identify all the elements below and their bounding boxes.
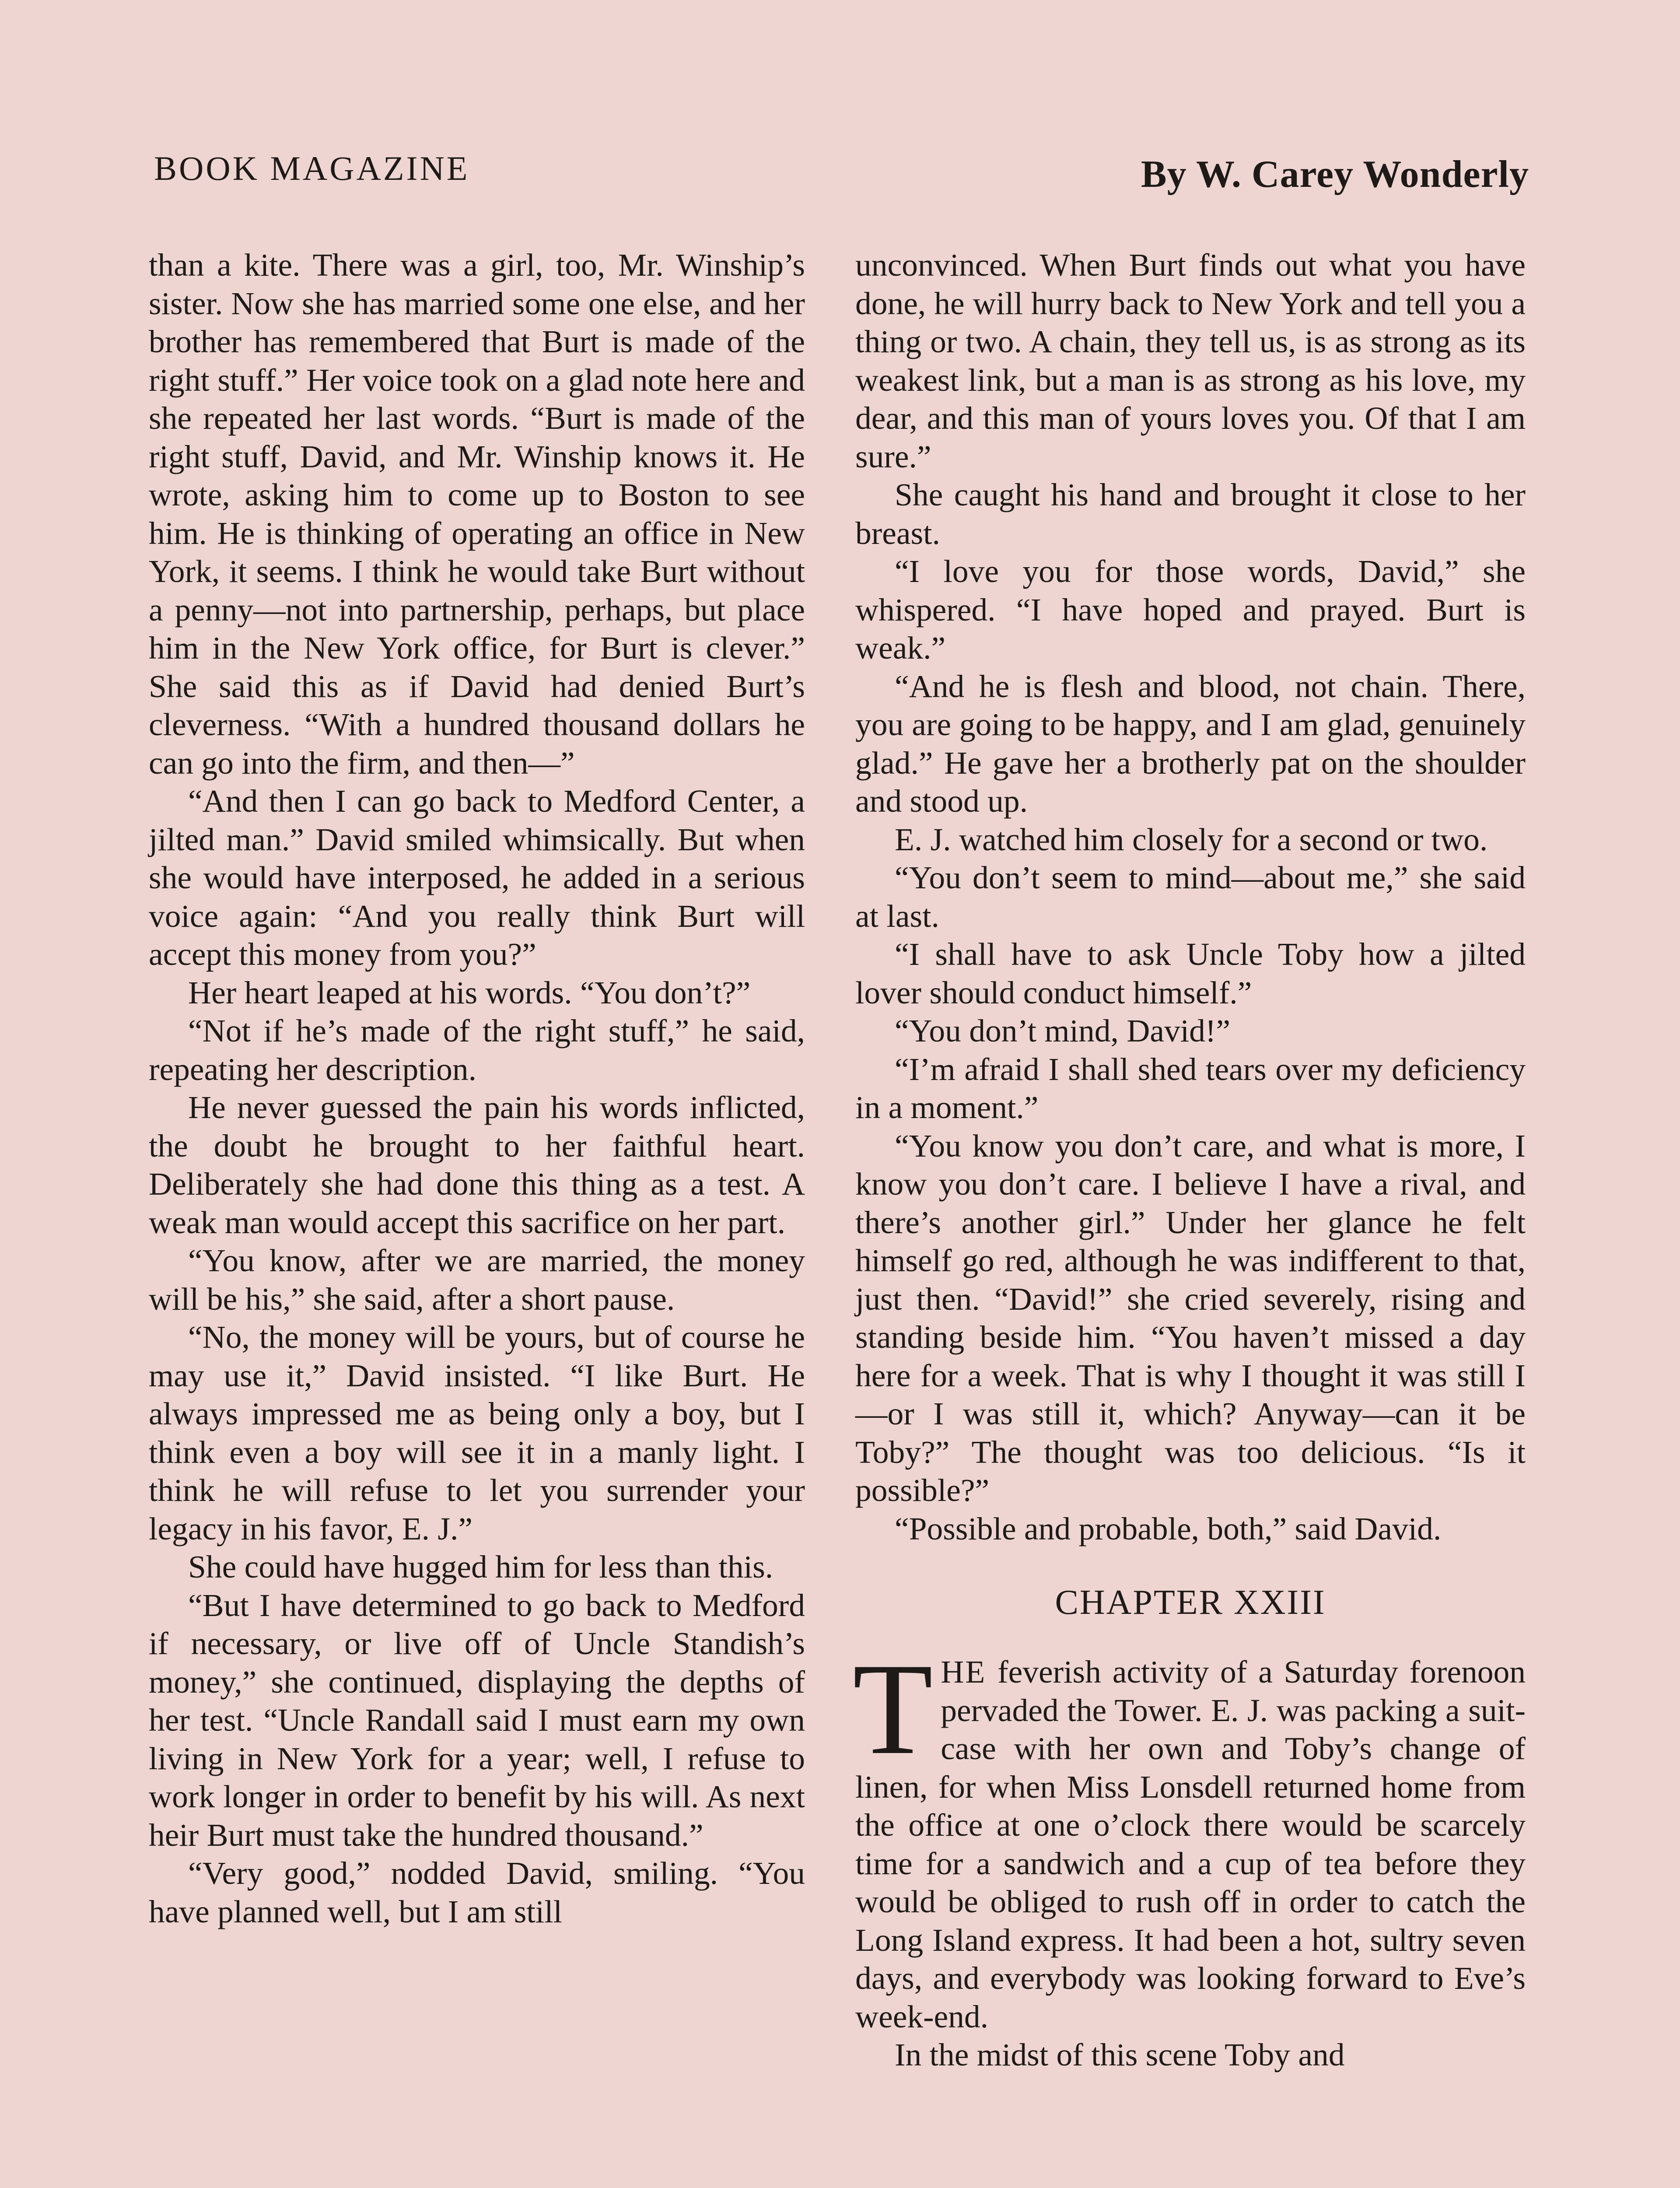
- paragraph: “Possible and probable, both,” said David.: [895, 1511, 1442, 1546]
- publication-title: BOOK MAGAZINE: [154, 149, 470, 187]
- paragraph: He never guessed the pain his words inflicted, the doubt he brought to her faithful heart. Deliberately she had done this thing as a test. A weak man would accept this sacrifice on her part.: [149, 1090, 805, 1240]
- paragraph: “And then I can go back to Medford Center, a jilted man.” David smiled whimsically. But when she would have interposed, he added in a serious voice again: “And you really think Burt will accept this money from you?”: [149, 783, 805, 972]
- right-text-column: [855, 246, 1526, 2074]
- paragraph: “Not if he’s made of the right stuff,” he said, repeating her description.: [149, 1013, 805, 1087]
- paragraph: “You know you don’t care, and what is more, I know you don’t care. I believe I have a rival, and there’s another girl.” Under her glance he felt himself go red, although he was indifferent to that, just then. “David!” she cried severely, rising and standing beside him. “You haven’t missed a day here for a week. That is why I thought it was still I—or I was still it, which? Anyway—can it be Toby?” The thought was too delicious. “Is it possible?”: [855, 1128, 1526, 1508]
- paragraph: Her heart leaped at his words. “You don’t?”: [188, 975, 751, 1010]
- first-word-rest: HE: [941, 1654, 987, 1690]
- opening-text: feverish activity of a Saturday forenoon pervaded the Tower. E. J. was packing a suitcase with her own and Toby’s change of linen, for when Miss Lonsdell returned home from the office at one o’clock there would be scarcely time for a sandwich and a cup of tea before they would be obliged to rush off in order to catch the Long Island express. It had been a hot, sultry seven days, and everybody was looking forward to Eve’s week-end.: [855, 1654, 1526, 2034]
- drop-cap: T: [853, 1636, 933, 1781]
- paragraph: “You don’t mind, David!”: [895, 1013, 1230, 1048]
- chapter-opening-paragraph: [853, 1636, 1526, 2036]
- paragraph: “Very good,” nodded David, smiling. “You have planned well, but I am still: [149, 1855, 805, 1929]
- paragraph: She caught his hand and brought it close to her breast.: [855, 477, 1526, 551]
- paragraph: “I shall have to ask Uncle Toby how a jilted lover should conduct himself.”: [855, 936, 1526, 1010]
- paragraph: E. J. watched him closely for a second or two.: [895, 821, 1488, 857]
- paragraph: “You don’t seem to mind—about me,” she said at last.: [855, 860, 1526, 934]
- paragraph: In the midst of this scene Toby and: [895, 2037, 1345, 2072]
- paragraph: She could have hugged him for less than this.: [188, 1549, 774, 1585]
- paragraph: “I’m afraid I shall shed tears over my deficiency in a moment.”: [855, 1051, 1526, 1125]
- paragraph: “And he is flesh and blood, not chain. There, you are going to be happy, and I am glad, genuinely glad.” He gave her a brotherly pat on the shoulder and stood up.: [855, 668, 1526, 819]
- paragraph: “I love you for those words, David,” she whispered. “I have hoped and prayed. Burt is weak.”: [855, 554, 1526, 666]
- author-byline: By W. Carey Wonderly: [1141, 153, 1529, 196]
- paragraph: “But I have determined to go back to Medford if necessary, or live off of Uncle Standish’s money,” she continued, displaying the depths of her test. “Uncle Randall said I must earn my own living in New York for a year; well, I refuse to work longer in order to benefit by his will. As next heir Burt must take the hundred thousand.”: [149, 1587, 805, 1853]
- left-text-column: [149, 246, 805, 1931]
- paragraph: “No, the money will be yours, but of course he may use it,” David insisted. “I like Burt. He always impressed me as being only a boy, but I think even a boy will see it in a manly light. I think he will refuse to let you surrender your legacy in his favor, E. J.”: [149, 1319, 805, 1546]
- paragraph: than a kite. There was a girl, too, Mr. Winship’s sister. Now she has married some one else, and her brother has remembered that Burt is made of the right stuff.” Her voice took on a glad note here and she repeated her last words. “Burt is made of the right stuff, David, and Mr. Winship knows it. He wrote, asking him to come up to Boston to see him. He is thinking of operating an office in New York, it seems. I think he would take Burt without a penny—not into partnership, perhaps, but place him in the New York office, for Burt is clever.” She said this as if David had denied Burt’s cleverness. “With a hundred thousand dollars he can go into the firm, and then—”: [149, 247, 805, 781]
- paragraph: unconvinced. When Burt finds out what you have done, he will hurry back to New York and tell you a thing or two. A chain, they tell us, is as strong as its weakest link, but a man is as strong as his love, my dear, and this man of yours loves you. Of that I am sure.”: [855, 247, 1526, 474]
- chapter-heading: CHAPTER XXIII: [1055, 1583, 1326, 1622]
- paragraph: “You know, after we are married, the money will be his,” she said, after a short pause.: [149, 1243, 805, 1317]
